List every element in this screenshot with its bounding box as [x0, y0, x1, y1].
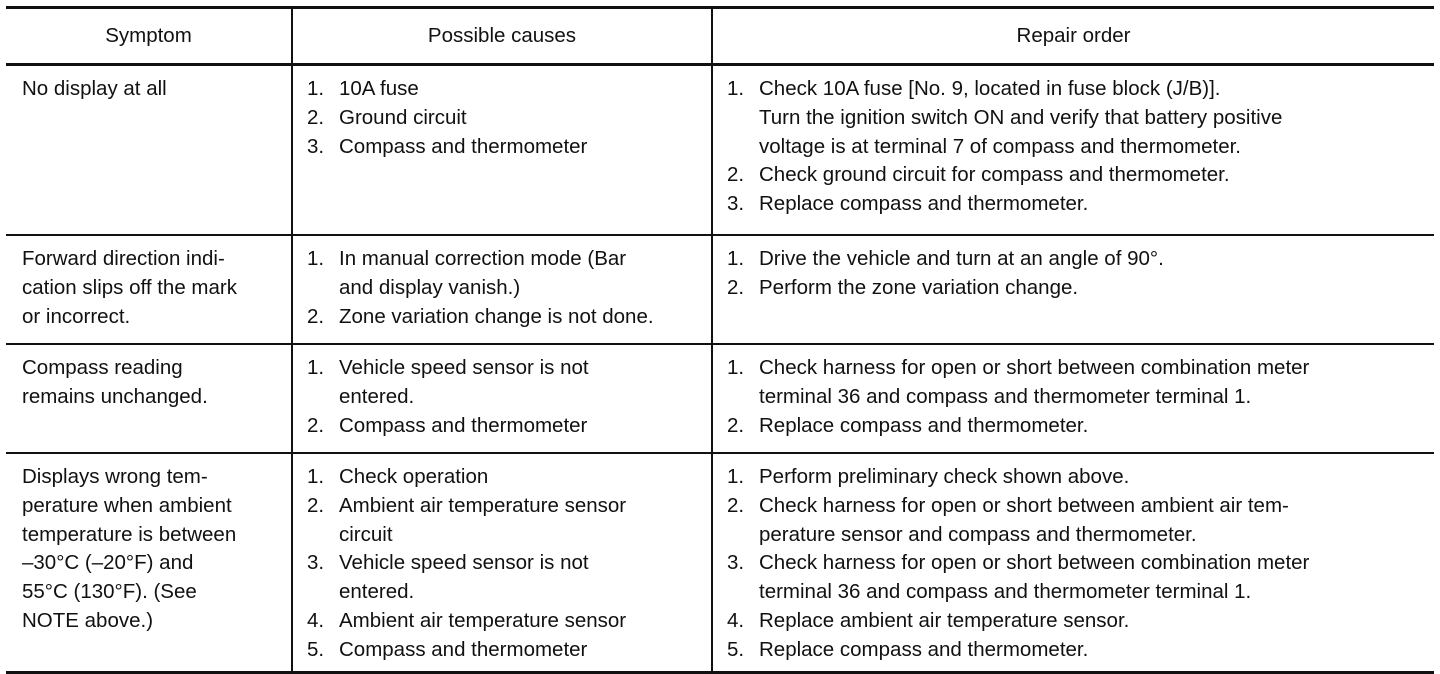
table-row — [6, 235, 1434, 344]
symptom-text: No display at all — [22, 77, 167, 100]
item-number: 2. — [727, 163, 745, 187]
causes-list — [307, 463, 703, 665]
item-text: Vehicle speed sensor is not entered. — [339, 551, 589, 604]
causes-list — [307, 75, 703, 161]
list-item — [727, 492, 1426, 550]
trouble-diagnosis-table-wrapper — [6, 6, 1434, 674]
item-number: 1. — [727, 465, 745, 488]
item-text: Zone variation change is not done. — [339, 304, 654, 328]
trouble-diagnosis-table — [6, 6, 1434, 674]
repair-list — [727, 354, 1426, 440]
item-text: Replace ambient air temperature sensor. — [759, 608, 1130, 632]
list-item — [307, 463, 703, 492]
item-number: 3. — [307, 551, 325, 575]
item-number: 2. — [307, 493, 325, 517]
item-text: 10A fuse — [339, 77, 419, 100]
item-number: 1. — [307, 77, 325, 100]
item-text: Check operation — [339, 465, 489, 488]
list-item — [307, 133, 703, 162]
list-item — [727, 190, 1426, 219]
symptom-cell — [6, 65, 292, 236]
symptom-cell — [6, 453, 292, 672]
list-item — [307, 607, 703, 636]
item-number: 1. — [727, 247, 745, 270]
item-number: 2. — [727, 493, 745, 517]
list-item — [307, 75, 703, 104]
item-number: 2. — [727, 275, 745, 299]
item-number: 3. — [727, 551, 745, 575]
header-symptom: Symptom — [6, 8, 292, 65]
item-text: Compass and thermometer — [339, 134, 588, 158]
item-text: Ground circuit — [339, 105, 467, 129]
causes-cell — [292, 453, 712, 672]
list-item — [727, 636, 1426, 665]
list-item — [307, 549, 703, 607]
list-item — [727, 549, 1426, 607]
causes-cell — [292, 344, 712, 453]
symptom-cell — [6, 235, 292, 344]
list-item — [307, 104, 703, 133]
item-text: Check harness for open or short between combination meter terminal 36 and compass and thermometer terminal 1. — [759, 551, 1310, 604]
repair-list — [727, 463, 1426, 665]
list-item — [727, 412, 1426, 441]
header-repair-order: Repair order — [712, 8, 1434, 65]
item-number: 5. — [307, 637, 325, 661]
item-text: Ambient air temperature sensor — [339, 608, 627, 632]
item-text: Replace compass and thermometer. — [759, 637, 1089, 661]
repair-cell — [712, 235, 1434, 344]
item-number: 3. — [727, 192, 745, 216]
repair-list — [727, 75, 1426, 219]
item-text: In manual correction mode (Bar and display vanish.) — [339, 247, 627, 299]
item-text: Replace compass and thermometer. — [759, 192, 1089, 216]
item-number: 2. — [727, 413, 745, 437]
item-number: 1. — [307, 356, 325, 379]
list-item — [727, 75, 1426, 161]
table-row — [6, 453, 1434, 672]
item-text: Vehicle speed sensor is not entered. — [339, 356, 589, 408]
list-item — [307, 492, 703, 550]
item-text: Check 10A fuse [No. 9, located in fuse block (J/B)]. Turn the ignition switch ON and verify that battery positive voltage is at terminal 7 of compass and thermometer. — [759, 77, 1283, 158]
list-item — [727, 161, 1426, 190]
item-number: 4. — [727, 608, 745, 632]
causes-list — [307, 354, 703, 440]
symptom-cell — [6, 344, 292, 453]
header-possible-causes: Possible causes — [292, 8, 712, 65]
item-number: 1. — [727, 356, 745, 379]
symptom-text: Compass reading remains unchanged. — [22, 356, 208, 408]
item-number: 1. — [727, 77, 745, 100]
symptom-text: Forward direction indi- cation slips off the mark or incorrect. — [22, 247, 237, 328]
header-row — [6, 8, 1434, 65]
item-text: Perform the zone variation change. — [759, 275, 1079, 299]
table-row — [6, 65, 1434, 236]
item-number: 3. — [307, 134, 325, 158]
causes-cell — [292, 235, 712, 344]
repair-cell — [712, 65, 1434, 236]
list-item — [307, 303, 703, 332]
item-number: 2. — [307, 304, 325, 328]
item-text: Perform preliminary check shown above. — [759, 465, 1130, 488]
causes-cell — [292, 65, 712, 236]
list-item — [727, 354, 1426, 412]
causes-list — [307, 245, 703, 331]
repair-cell — [712, 453, 1434, 672]
item-number: 2. — [307, 105, 325, 129]
repair-cell — [712, 344, 1434, 453]
item-number: 1. — [307, 465, 325, 488]
item-text: Ambient air temperature sensor circuit — [339, 493, 627, 546]
item-text: Check harness for open or short between ambient air tem- perature sensor and compass and thermometer. — [759, 493, 1289, 546]
item-text: Check harness for open or short between combination meter terminal 36 and compass and thermometer terminal 1. — [759, 356, 1310, 408]
list-item — [727, 274, 1426, 303]
list-item — [307, 412, 703, 441]
item-number: 5. — [727, 637, 745, 661]
item-number: 4. — [307, 608, 325, 632]
table-row — [6, 344, 1434, 453]
list-item — [307, 354, 703, 412]
item-number: 2. — [307, 413, 325, 437]
item-text: Check ground circuit for compass and thermometer. — [759, 163, 1230, 187]
item-text: Drive the vehicle and turn at an angle of 90°. — [759, 247, 1164, 270]
list-item — [727, 245, 1426, 274]
item-text: Replace compass and thermometer. — [759, 413, 1089, 437]
list-item — [307, 636, 703, 665]
item-number: 1. — [307, 247, 325, 270]
item-text: Compass and thermometer — [339, 637, 588, 661]
symptom-text: Displays wrong tem- perature when ambient temperature is between –30°C (–20°F) and 55°C (130°F). (See NOTE above.) — [22, 465, 237, 632]
repair-list — [727, 245, 1426, 303]
item-text: Compass and thermometer — [339, 413, 588, 437]
list-item — [307, 245, 703, 303]
list-item — [727, 607, 1426, 636]
list-item — [727, 463, 1426, 492]
